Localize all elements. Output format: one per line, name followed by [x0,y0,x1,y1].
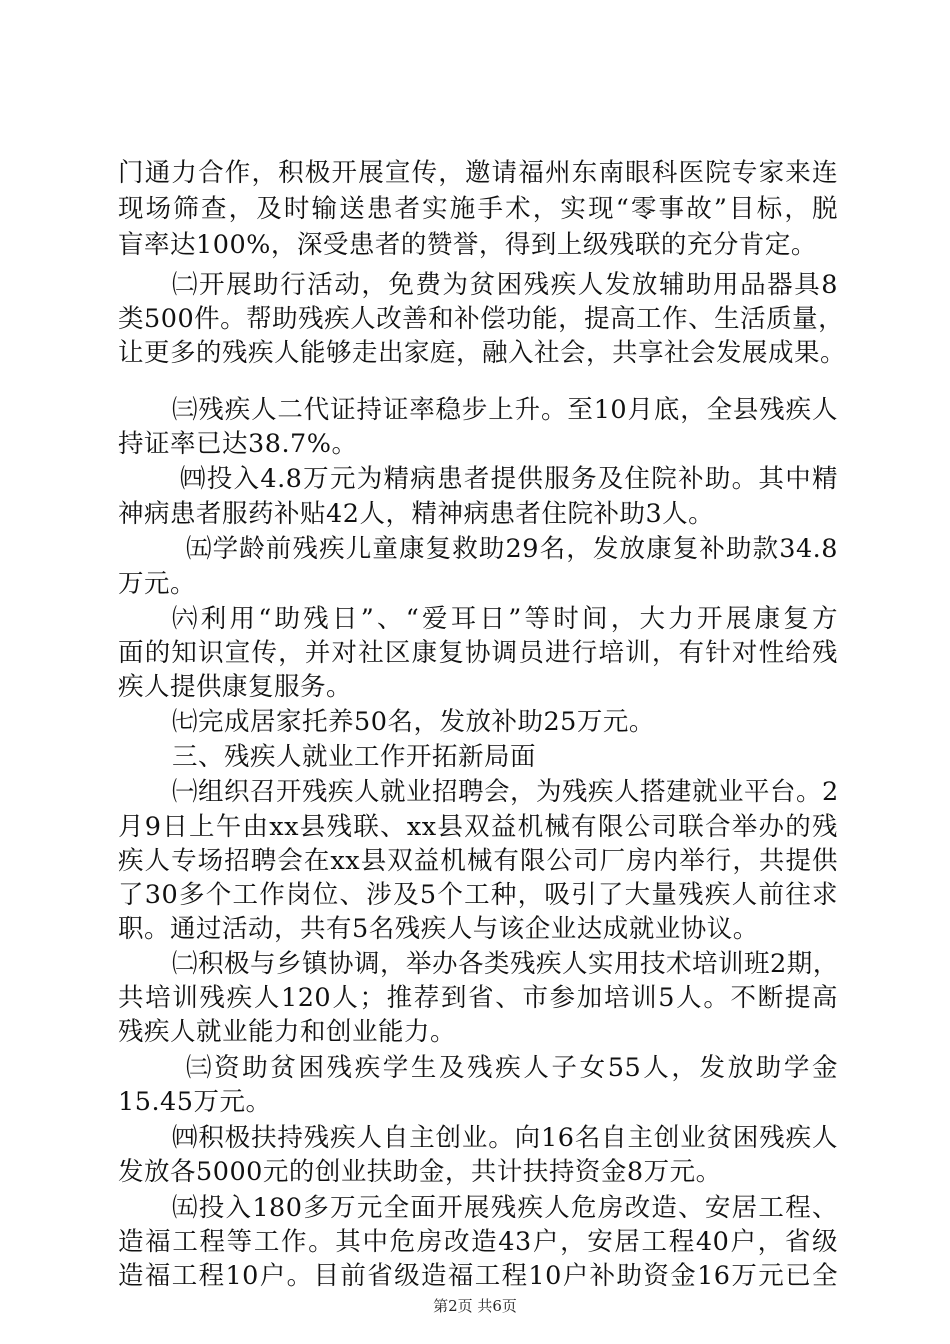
text-line: 神病患者服药补贴42人，精神病患者住院补助3人。 [118,499,715,529]
text-line: 共培训残疾人120人；推荐到省、市参加培训5人。不断提高 [118,983,838,1013]
text-line: ㈡开展助行活动，免费为贫困残疾人发放辅助用品器具8 [172,270,838,300]
text-line: ㈣积极扶持残疾人自主创业。向16名自主创业贫困残疾人 [172,1123,838,1153]
text-line: 万元。 [118,569,197,599]
text-line: 让更多的残疾人能够走出家庭，融入社会，共享社会发展成果。 [118,338,847,368]
text-line: ㈠组织召开残疾人就业招聘会，为残疾人搭建就业平台。2 [172,777,839,807]
text-line: 15.45万元。 [118,1087,272,1117]
text-line: 类500件。帮助残疾人改善和补偿功能，提高工作、生活质量， [118,304,845,334]
text-line: ㈥利用“助残日”、“爱耳日”等时间，大力开展康复方 [172,604,838,634]
text-line: 疾人提供康复服务。 [118,672,353,702]
section-heading: 三、残疾人就业工作开拓新局面 [172,742,537,772]
text-line: 门通力合作，积极开展宣传，邀请福州东南眼科医院专家来连 [118,158,838,188]
text-line: 持证率已达38.7%。 [118,429,358,459]
text-line: ㈣投入4.8万元为精病患者提供服务及住院补助。其中精 [180,464,838,494]
text-line: 面的知识宣传，并对社区康复协调员进行培训，有针对性给残 [118,638,838,668]
text-line: ㈡积极与乡镇协调，举办各类残疾人实用技术培训班2期， [172,949,839,979]
text-line: 发放各5000元的创业扶助金，共计扶持资金8万元。 [118,1157,722,1187]
text-line: ㈤投入180多万元全面开展残疾人危房改造、安居工程、 [172,1193,838,1223]
text-line: 残疾人就业能力和创业能力。 [118,1017,457,1047]
text-line: ㈢资助贫困残疾学生及残疾人子女55人，发放助学金 [186,1053,838,1083]
text-line: ㈦完成居家托养50名，发放补助25万元。 [172,707,655,737]
text-line: ㈢残疾人二代证持证率稳步上升。至10月底，全县残疾人 [172,395,838,425]
text-line: 了30多个工作岗位、涉及5个工种，吸引了大量残疾人前往求 [118,880,838,910]
text-line: 造福工程10户。目前省级造福工程10户补助资金16万元已全 [118,1261,838,1291]
text-line: 疾人专场招聘会在xx县双益机械有限公司厂房内举行，共提供 [118,846,838,876]
text-line: ㈤学龄前残疾儿童康复救助29名，发放康复补助款34.8 [186,534,838,564]
text-line: 现场筛查，及时输送患者实施手术，实现“零事故”目标，脱 [118,194,838,224]
text-line: 职。通过活动，共有5名残疾人与该企业达成就业协议。 [118,914,759,944]
text-line: 造福工程等工作。其中危房改造43户，安居工程40户，省级 [118,1227,838,1257]
text-line: 盲率达100%，深受患者的赞誉，得到上级残联的充分肯定。 [118,230,817,260]
text-line: 月9日上午由xx县残联、xx县双益机械有限公司联合举办的残 [118,812,838,842]
page-number-footer: 第2页 共6页 [433,1297,517,1315]
